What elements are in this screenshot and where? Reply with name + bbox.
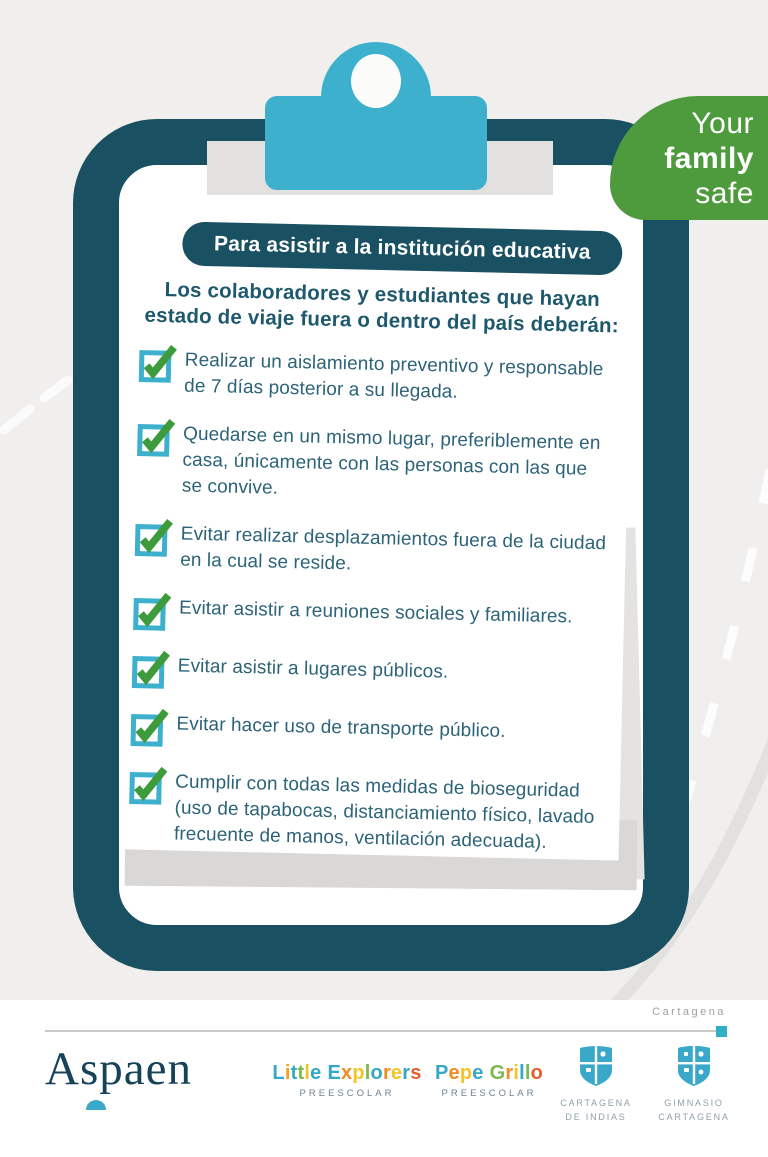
road-dash-left-2 [44,380,68,398]
little-explorers-wordmark: Little Explorers [272,1062,422,1084]
pepe-grillo-logo [409,1062,569,1099]
checked-checkbox-icon [137,424,171,458]
little-explorers-logo [267,1062,427,1099]
checklist-item [130,710,603,757]
checklist-paper [121,194,634,860]
footer-divider-accent [716,1026,727,1037]
city-label: Cartagena [652,1006,726,1018]
shield-icon [678,1044,710,1086]
checklist-item-text: Evitar asistir a lugares públicos. [177,655,449,683]
cartagena-de-indias-logo [556,1044,636,1124]
shield-icon [580,1044,612,1086]
checked-checkbox-icon [133,597,167,631]
gimnasio-cartagena-label: GIMNASIO CARTAGENA [658,1098,730,1122]
title-text: Para asistir a la institución educativa [213,232,591,264]
checklist-item-text: Quedarse en un mismo lugar, preferiblemente en casa, únicamente con las personas con las que se convive. [181,423,601,499]
checklist-item [134,521,607,584]
pepe-grillo-sublabel: PREESCOLAR [441,1088,537,1099]
checklist-item-text: Evitar asistir a reuniones sociales y familiares. [178,597,573,628]
checklist-item [136,421,610,510]
checked-checkbox-icon [138,350,172,384]
checklist-item [133,594,606,641]
checklist [127,347,611,880]
title-pill [182,222,623,276]
checklist-item [128,768,602,857]
family-safe-badge [610,96,768,220]
clipboard-clip-icon [250,35,500,195]
checklist-item-text: Evitar realizar desplazamientos fuera de la ciudad en la cual se reside. [179,523,607,575]
subtitle: Los colaboradores y estudiantes que hayan estado de viaje fuera o dentro del país deberán: [144,278,620,338]
aspaen-dome-icon [86,1100,106,1110]
badge-line-2: family [664,142,754,175]
road-dash-left-1 [4,409,30,430]
checklist-item-text: Evitar hacer uso de transporte público. [176,713,506,742]
checked-checkbox-icon [129,771,163,805]
checklist-item [131,652,604,699]
footer-divider [45,1030,721,1032]
checked-checkbox-icon [134,524,168,558]
checklist-item-text: Realizar un aislamiento preventivo y responsable de 7 días posterior a su llegada. [183,349,604,403]
checked-checkbox-icon [130,713,164,747]
aspaen-logo: Aspaen [45,1043,192,1095]
cartagena-de-indias-label: CARTAGENA DE INDIAS [560,1098,632,1122]
checklist-item [138,347,611,410]
checklist-item-text: Cumplir con todas las medidas de bioseguridad (uso de tapabocas, distanciamiento físico, lavado frecuente de manos, ventilación adecuada). [173,771,595,853]
badge-line-3: safe [695,177,754,210]
gimnasio-cartagena-logo [654,1044,734,1124]
badge-line-1: Your [691,107,754,140]
little-explorers-sublabel: PREESCOLAR [299,1088,395,1099]
pepe-grillo-wordmark: Pepe Grillo [434,1062,544,1084]
checked-checkbox-icon [131,655,165,689]
